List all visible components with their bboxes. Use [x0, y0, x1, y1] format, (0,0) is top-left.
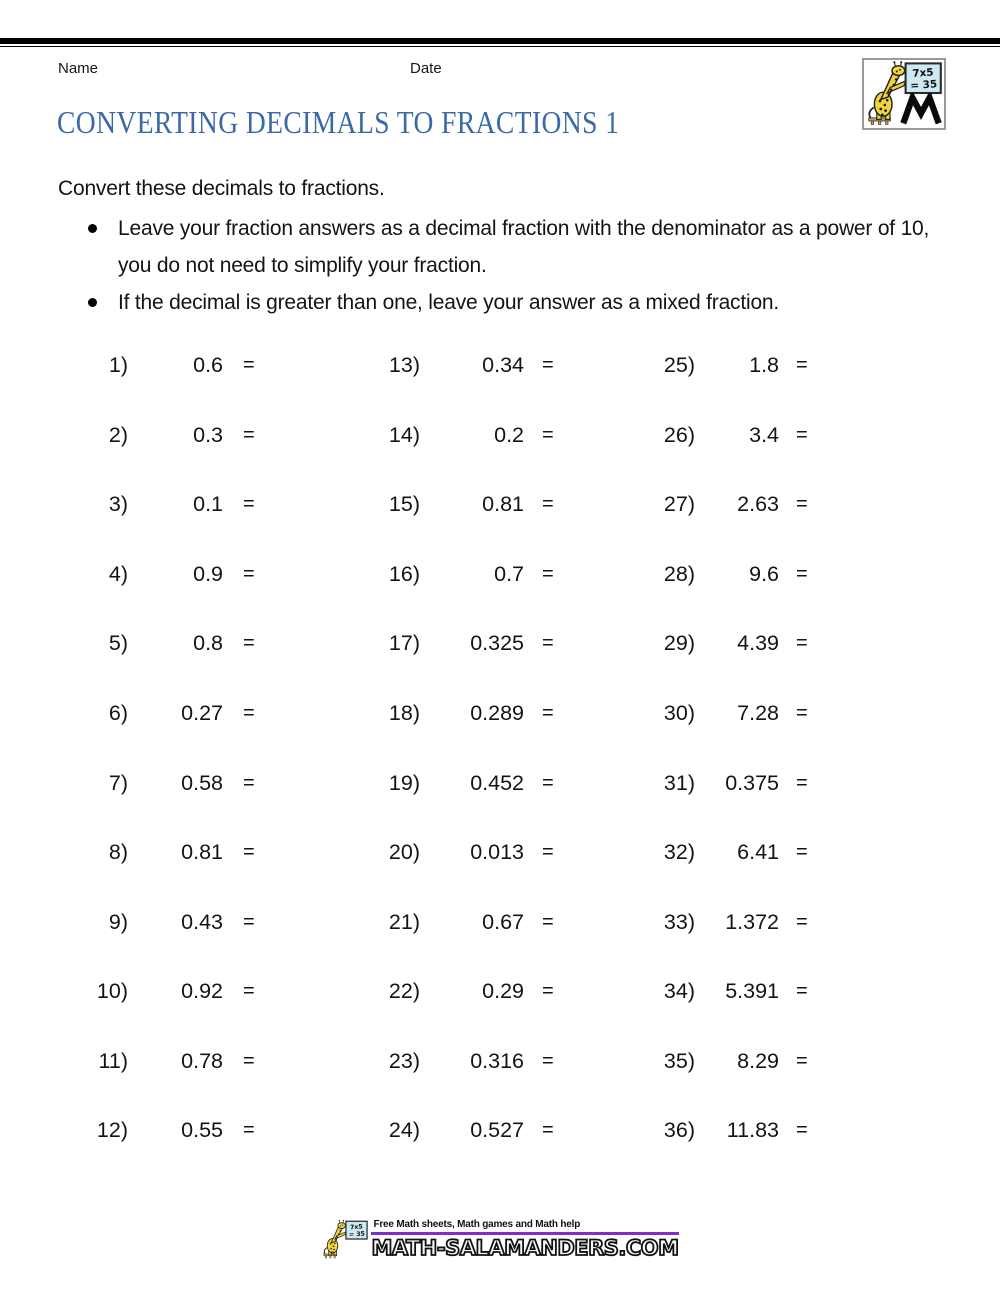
decimal-value: 11.83 — [726, 1118, 779, 1143]
problem-number: 18) — [388, 701, 420, 725]
problem-row — [623, 679, 808, 749]
problem-number: 1) — [108, 353, 128, 378]
problem-row — [56, 1026, 255, 1096]
equals-sign: = — [243, 632, 255, 655]
problem-number: 19) — [388, 770, 420, 795]
equals-sign: = — [796, 354, 808, 377]
footer-tagline: Free Math sheets, Math games and Math help — [371, 1216, 678, 1235]
decimal-value: 0.34 — [482, 353, 524, 378]
decimal-value: 0.1 — [193, 492, 223, 517]
footer-brand: MATH-SALAMANDERS.COM — [371, 1236, 679, 1260]
problem-number: 11) — [98, 1048, 128, 1073]
instructions-bullets — [58, 210, 948, 321]
problem-row — [348, 748, 554, 818]
problem-number: 3) — [108, 492, 128, 517]
problem-row — [623, 1026, 808, 1096]
instructions — [58, 170, 948, 321]
decimal-value: 9.6 — [749, 561, 779, 586]
equals-sign: = — [243, 1049, 255, 1072]
problem-number: 14) — [388, 422, 420, 447]
decimal-value: 2.63 — [737, 492, 779, 517]
equals-sign: = — [542, 493, 554, 516]
decimal-value: 0.81 — [482, 492, 524, 517]
equals-sign: = — [542, 771, 554, 794]
problem-row — [348, 887, 554, 957]
problem-number: 30) — [663, 701, 695, 725]
equals-sign: = — [542, 910, 554, 933]
problem-row — [348, 540, 554, 610]
problem-row — [348, 1096, 554, 1166]
equals-sign: = — [796, 632, 808, 655]
problem-row — [56, 331, 255, 401]
problem-number: 29) — [663, 631, 695, 656]
decimal-value: 0.013 — [470, 840, 524, 865]
equals-sign: = — [243, 841, 255, 864]
problem-row — [56, 957, 255, 1027]
problem-number: 10) — [96, 979, 128, 1004]
problem-row — [56, 540, 255, 610]
problem-row — [348, 1026, 554, 1096]
equals-sign: = — [542, 632, 554, 655]
instructions-intro: Convert these decimals to fractions. — [58, 177, 385, 200]
problem-number: 36) — [663, 1118, 695, 1143]
equals-sign: = — [796, 423, 808, 446]
problem-number: 31) — [663, 770, 695, 795]
problem-row — [623, 401, 808, 471]
problem-row — [623, 540, 808, 610]
decimal-value: 6.41 — [737, 840, 779, 865]
equals-sign: = — [796, 841, 808, 864]
problem-number: 28) — [663, 561, 695, 586]
decimal-value: 4.39 — [737, 631, 779, 656]
decimal-value: 0.67 — [482, 909, 524, 934]
problem-number: 32) — [663, 840, 695, 865]
problem-row — [348, 470, 554, 540]
problem-row — [623, 470, 808, 540]
decimal-value: 0.92 — [181, 979, 223, 1004]
problem-row — [348, 679, 554, 749]
page-title: CONVERTING DECIMALS TO FRACTIONS 1 — [57, 104, 620, 140]
decimal-value: 8.29 — [737, 1048, 779, 1073]
decimal-value: 0.3 — [193, 422, 223, 447]
salamander-blackboard-icon — [864, 61, 944, 127]
problem-number: 35) — [663, 1048, 695, 1073]
equals-sign: = — [542, 980, 554, 1003]
decimal-value: 0.78 — [181, 1048, 223, 1073]
decimal-value: 0.9 — [193, 561, 223, 586]
problems-column-2 — [348, 331, 554, 1166]
bullet-item — [58, 284, 930, 321]
decimal-value: 0.6 — [193, 353, 223, 378]
decimal-value: 0.58 — [181, 770, 223, 795]
decimal-value: 7.28 — [737, 701, 779, 725]
bullet-text: If the decimal is greater than one, leave your answer as a mixed fraction. — [118, 291, 780, 314]
footer-text — [371, 1216, 678, 1260]
problem-number: 9) — [108, 909, 128, 934]
top-rule-thick — [0, 38, 1000, 44]
decimal-value: 0.527 — [470, 1118, 524, 1143]
problem-row — [348, 957, 554, 1027]
problem-row — [56, 1096, 255, 1166]
equals-sign: = — [243, 354, 255, 377]
equals-sign: = — [243, 423, 255, 446]
bullet-text: Leave your fraction answers as a decimal fraction with the denominator as a power of 10, you do not need to simplify your fraction. — [118, 217, 930, 277]
header-logo — [862, 58, 946, 130]
problem-row — [348, 609, 554, 679]
equals-sign: = — [243, 702, 255, 724]
problem-number: 13) — [388, 353, 420, 378]
equals-sign: = — [796, 702, 808, 724]
decimal-value: 1.8 — [749, 353, 779, 378]
problem-number: 24) — [388, 1118, 420, 1143]
problem-number: 6) — [108, 701, 128, 725]
problems-column-1 — [56, 331, 255, 1166]
problem-number: 15) — [388, 492, 420, 517]
decimal-value: 0.375 — [725, 770, 779, 795]
top-rule-thin — [0, 46, 1000, 48]
equals-sign: = — [243, 562, 255, 585]
equals-sign: = — [796, 493, 808, 516]
decimal-value: 3.4 — [749, 422, 779, 447]
date-label: Date — [410, 60, 442, 77]
equals-sign: = — [542, 702, 554, 724]
equals-sign: = — [243, 910, 255, 933]
problem-number: 2) — [108, 422, 128, 447]
problem-row — [56, 679, 255, 749]
problem-number: 23) — [388, 1048, 420, 1073]
decimal-value: 0.452 — [470, 770, 524, 795]
problems-column-3 — [623, 331, 808, 1166]
bullet-icon — [88, 224, 97, 233]
decimal-value: 1.372 — [725, 909, 779, 934]
problem-number: 12) — [96, 1118, 128, 1143]
problem-number: 16) — [388, 561, 420, 586]
equals-sign: = — [796, 1119, 808, 1142]
decimal-value: 0.81 — [181, 840, 223, 865]
decimal-value: 0.316 — [470, 1048, 524, 1073]
equals-sign: = — [243, 493, 255, 516]
problem-row — [348, 818, 554, 888]
problem-number: 4) — [108, 561, 128, 586]
problem-number: 33) — [663, 909, 695, 934]
decimal-value: 0.27 — [181, 701, 223, 725]
decimal-value: 0.55 — [181, 1118, 223, 1143]
problem-row — [56, 887, 255, 957]
m-logo-icon — [903, 98, 938, 124]
equals-sign: = — [542, 423, 554, 446]
problem-row — [348, 401, 554, 471]
problem-row — [623, 609, 808, 679]
bullet-item — [58, 210, 930, 284]
equals-sign: = — [243, 980, 255, 1003]
equals-sign: = — [542, 1119, 554, 1142]
equals-sign: = — [796, 771, 808, 794]
name-label: Name — [58, 60, 99, 77]
problem-number: 8) — [108, 840, 128, 865]
equals-sign: = — [542, 841, 554, 864]
equals-sign: = — [542, 354, 554, 377]
problem-row — [348, 331, 554, 401]
problem-number: 20) — [388, 840, 420, 865]
problem-row — [623, 1096, 808, 1166]
problem-number: 27) — [663, 492, 695, 517]
equals-sign: = — [243, 771, 255, 794]
equals-sign: = — [796, 1049, 808, 1072]
equals-sign: = — [542, 1049, 554, 1072]
equals-sign: = — [243, 1119, 255, 1142]
problem-number: 34) — [663, 979, 695, 1004]
bullet-icon — [88, 298, 97, 307]
problem-number: 21) — [388, 909, 420, 934]
equals-sign: = — [796, 910, 808, 933]
footer — [0, 1216, 1000, 1260]
decimal-value: 0.29 — [482, 979, 524, 1004]
decimal-value: 0.8 — [193, 631, 223, 656]
footer-salamander-icon — [321, 1218, 369, 1260]
problem-row — [56, 470, 255, 540]
problem-row — [623, 818, 808, 888]
equals-sign: = — [796, 562, 808, 585]
problem-number: 25) — [663, 353, 695, 378]
decimal-value: 0.2 — [494, 422, 524, 447]
equals-sign: = — [796, 980, 808, 1003]
problem-row — [623, 887, 808, 957]
problem-row — [56, 818, 255, 888]
problem-number: 22) — [388, 979, 420, 1004]
problem-row — [56, 401, 255, 471]
problem-row — [56, 609, 255, 679]
decimal-value: 5.391 — [725, 979, 779, 1004]
equals-sign: = — [542, 562, 554, 585]
problem-number: 5) — [108, 631, 128, 656]
problem-row — [56, 748, 255, 818]
decimal-value: 0.289 — [470, 701, 524, 725]
problem-number: 7) — [108, 770, 128, 795]
problem-row — [623, 331, 808, 401]
problem-row — [623, 957, 808, 1027]
problem-number: 26) — [663, 422, 695, 447]
decimal-value: 0.43 — [181, 909, 223, 934]
problem-row — [623, 748, 808, 818]
problem-number: 17) — [388, 631, 420, 656]
decimal-value: 0.7 — [494, 561, 524, 586]
decimal-value: 0.325 — [470, 631, 524, 656]
